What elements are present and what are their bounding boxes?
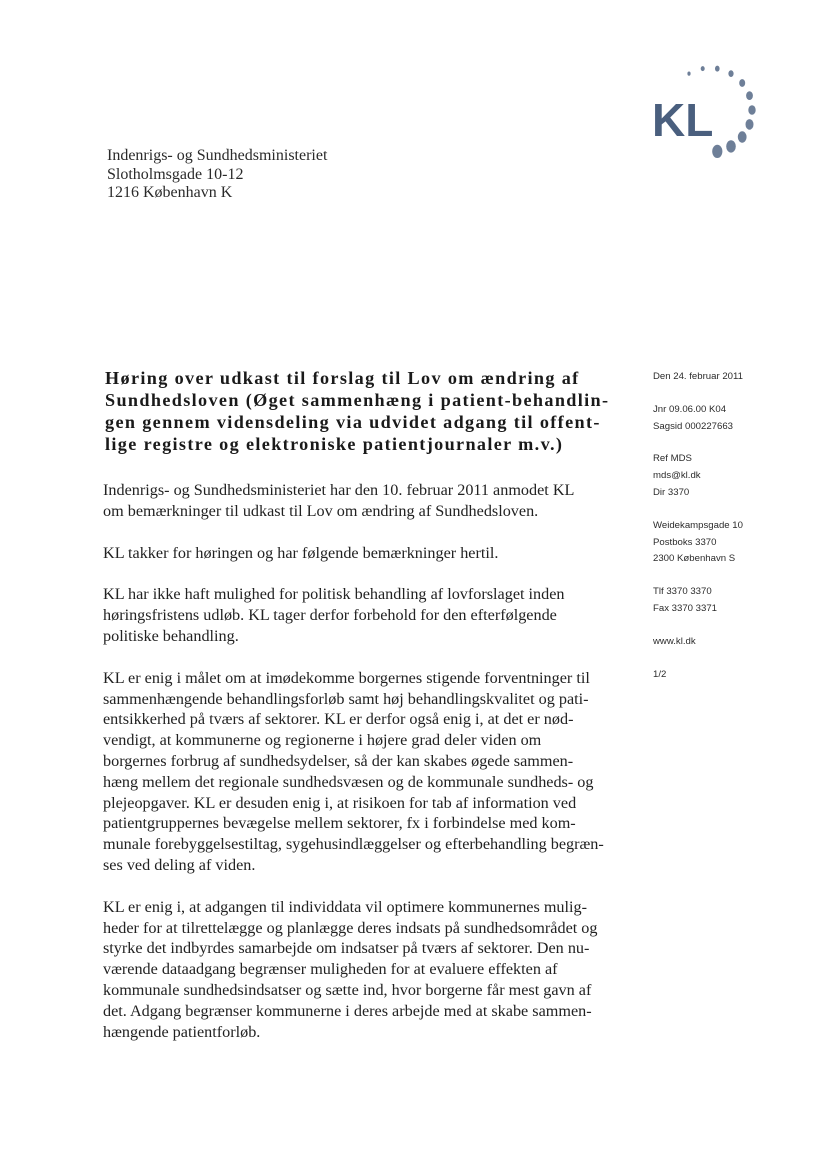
body-paragraph — [103, 584, 623, 646]
heading-line: lige registre og elektroniske patientjournaler m.v.) — [105, 434, 564, 454]
logo-dot — [746, 119, 754, 130]
logo-dot — [715, 66, 720, 72]
paragraph-line: vendigt, at kommunerne og regionerne i højere grad deler viden om — [103, 731, 542, 750]
heading-line: Sundhedsloven (Øget sammenhæng i patient-behandlin- — [105, 390, 610, 410]
sidebar-block — [653, 369, 793, 386]
logo-dot — [728, 70, 733, 77]
logo-dot — [701, 66, 705, 71]
paragraph-line: det. Adgang begrænser kommunerne i deres arbejde med at skabe sammen- — [103, 1001, 592, 1020]
paragraph-line: ses ved deling af viden. — [103, 855, 256, 874]
paragraph-line: KL er enig i målet om at imødekomme borgernes stigende forventninger til — [103, 668, 590, 687]
sidebar-block — [653, 402, 793, 436]
sidebar-block — [653, 451, 793, 501]
paragraph-line: entsikkerhed på tværs af sektorer. KL er derfor også enig i, at det er nød- — [103, 710, 574, 729]
body-paragraph — [103, 480, 623, 522]
sidebar-line: Postboks 3370 — [653, 536, 717, 548]
paragraph-line: Indenrigs- og Sundhedsministeriet har den 10. februar 2011 anmodet KL — [103, 481, 575, 499]
sidebar-line: Fax 3370 3371 — [653, 602, 718, 614]
sidebar-line: Jnr 09.06.00 K04 — [653, 403, 727, 415]
paragraph-line: plejeopgaver. KL er desuden enig i, at risikoen for tab af information ved — [103, 793, 577, 812]
sidebar-line: Sagsid 000227663 — [653, 420, 734, 432]
logo-dot — [748, 105, 755, 115]
sidebar-block — [653, 518, 793, 568]
paragraph-line: om bemærkninger til udkast til Lov om ændring af Sundhedsloven. — [103, 501, 539, 520]
sidebar-line: www.kl.dk — [653, 635, 696, 647]
paragraph-line: politiske behandling. — [103, 626, 239, 645]
heading-line: Høring over udkast til forslag til Lov om ændring af — [105, 368, 580, 388]
logo-dot — [739, 79, 745, 87]
paragraph-line: munale forebyggelsestiltag, sygehusindlæggelser og efterbehandling begræn- — [103, 835, 604, 854]
reference-sidebar — [653, 369, 793, 699]
logo-dot — [687, 72, 690, 76]
recipient-line: 1216 København K — [107, 184, 233, 201]
recipient-line: Slotholmsgade 10-12 — [107, 165, 244, 183]
body-paragraph — [103, 897, 623, 1043]
kl-logo — [648, 58, 758, 158]
paragraph-line: værende dataadgang begrænser muligheden for at evaluere effekten af — [103, 960, 558, 979]
sidebar-line: mds@kl.dk — [653, 470, 701, 482]
sidebar-line: 2300 København S — [653, 553, 736, 565]
sidebar-block — [653, 634, 793, 651]
logo-dot — [746, 91, 753, 100]
sidebar-line: Ref MDS — [653, 453, 692, 465]
body-paragraph — [103, 543, 623, 564]
paragraph-line: patientgruppernes bevægelse mellem sektorer, fx i forbindelse med kom- — [103, 814, 576, 833]
heading-line: gen gennem vidensdeling via udvidet adgang til offent- — [105, 412, 601, 432]
paragraph-line: KL er enig i, at adgangen til individdata vil optimere kommunernes mulig- — [103, 897, 588, 916]
sidebar-line: Dir 3370 — [653, 486, 690, 498]
sidebar-line: Weidekampsgade 10 — [653, 519, 743, 531]
sidebar-line: Den 24. februar 2011 — [653, 371, 743, 382]
paragraph-line: KL takker for høringen og har følgende bemærkninger hertil. — [103, 543, 499, 562]
recipient-address — [107, 147, 327, 203]
sidebar-line: 1/2 — [653, 668, 667, 680]
recipient-line: Indenrigs- og Sundhedsministeriet — [107, 147, 328, 164]
logo-dot — [712, 145, 722, 158]
letter-body — [103, 480, 623, 1063]
body-paragraph — [103, 668, 623, 876]
sidebar-block — [653, 667, 793, 684]
paragraph-line: kommunale sundhedsindsatser og sætte ind, hvor borgerne får mest gavn af — [103, 980, 592, 999]
sidebar-line: Tlf 3370 3370 — [653, 586, 712, 598]
logo-lettering: KL — [652, 94, 714, 146]
paragraph-line: heder for at tilrettelægge og planlægge deres indsats på sundhedsområdet og — [103, 918, 598, 937]
paragraph-line: borgernes forbrug af sundhedsydelser, så der kan skabes øgede sammen- — [103, 751, 574, 770]
sidebar-block — [653, 584, 793, 618]
paragraph-line: sammenhængende behandlingsforløb samt høj behandlingskvalitet og pati- — [103, 689, 589, 708]
paragraph-line: styrke det indbyrdes samarbejde om indsatser på tværs af sektorer. Den nu- — [103, 939, 590, 958]
paragraph-line: KL har ikke haft mulighed for politisk behandling af lovforslaget inden — [103, 585, 565, 604]
letter-heading — [105, 367, 625, 455]
paragraph-line: hængende patientforløb. — [103, 1022, 261, 1041]
kl-logo-graphic — [648, 58, 758, 158]
logo-dot — [726, 140, 736, 152]
paragraph-line: hæng mellem det regionale sundhedsvæsen og de kommunale sundheds- og — [103, 772, 594, 791]
logo-dot — [738, 131, 747, 142]
paragraph-line: høringsfristens udløb. KL tager derfor forbehold for den efterfølgende — [103, 606, 557, 625]
